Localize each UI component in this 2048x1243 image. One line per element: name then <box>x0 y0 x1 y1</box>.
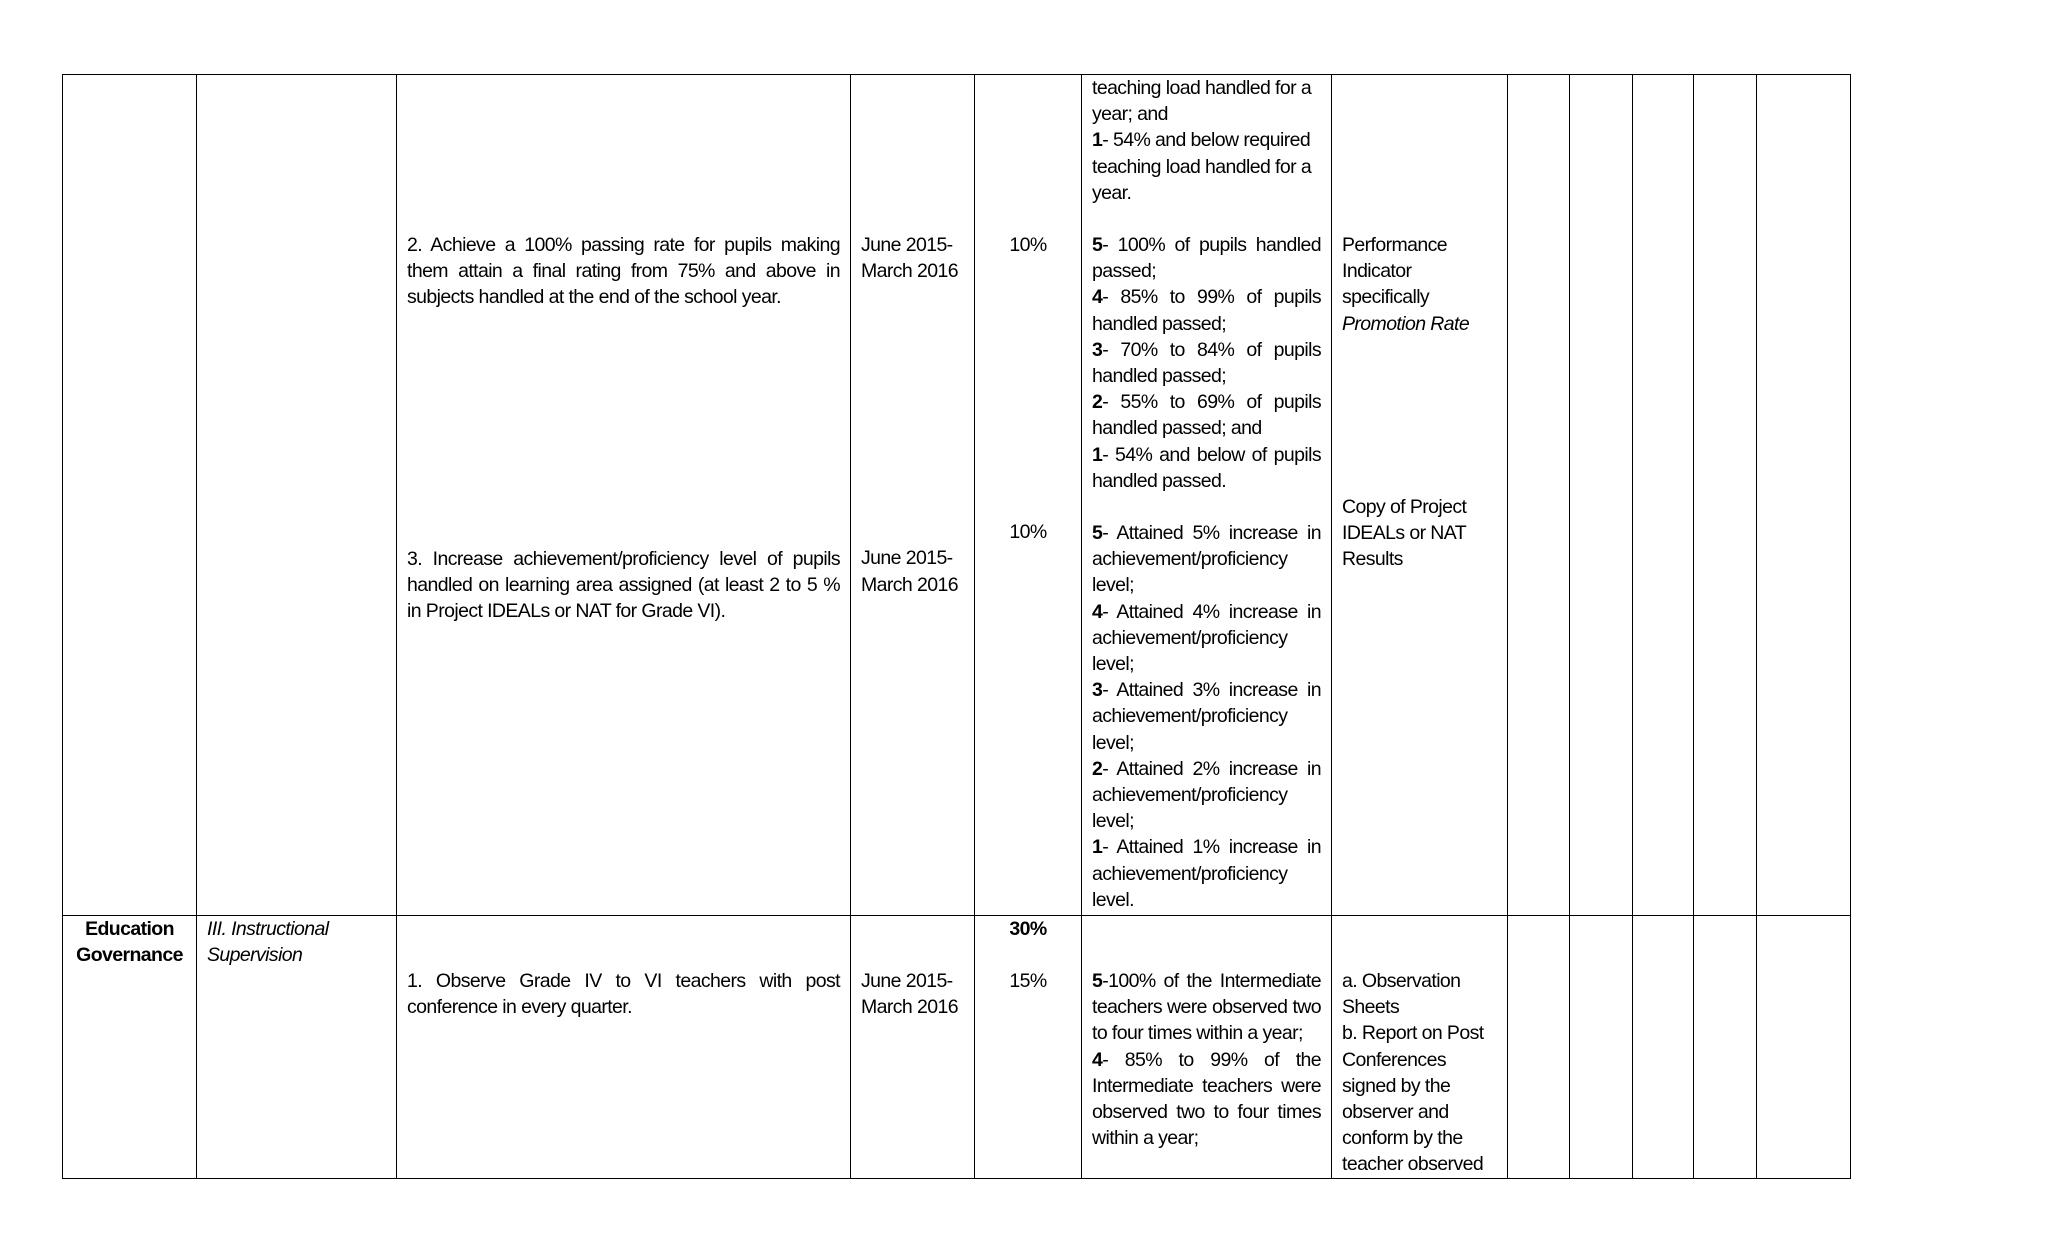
table-row <box>63 75 1851 916</box>
weight-2: 10% <box>1009 234 1047 256</box>
weight-cell <box>975 916 1082 1179</box>
area-instructional-supervision: III. Instructional Supervision <box>197 916 397 1179</box>
area-weight: 30% <box>1009 918 1047 940</box>
rating-cell-3 <box>1633 75 1694 916</box>
rating-cell-4 <box>1694 916 1757 1179</box>
mov-3: Copy of Project IDEALs or NAT Results <box>1342 495 1467 571</box>
rating-cell-2 <box>1570 916 1633 1179</box>
mov-cell <box>1332 916 1508 1179</box>
score-cell <box>1757 916 1851 1179</box>
criteria-cell <box>1082 75 1332 916</box>
criteria-gov-1: 5-100% of the Intermediate teachers were observed two to four times within a year; 4- 85% to 99% of the Intermediate teachers were observed two to four times within a year; <box>1092 970 1321 1150</box>
objective-3: 3. Increase achievement/proficiency level of pupils handled on learning area assigned (at least 2 to 5 % in Project IDEALs or NAT for Grade VI). <box>407 547 840 623</box>
objective-2: 2. Achieve a 100% passing rate for pupils making them attain a final rating from 75% and above in subjects handled at the end of the school year. <box>407 234 840 309</box>
weight-3: 10% <box>1009 521 1047 544</box>
criteria-2: 5- 100% of pupils handled passed; 4- 85% to 99% of pupils handled passed; 3- 70% to 84% of pupils handled passed; 2- 55% to 69% of pupils handled passed; and 1- 54% and below of pupils handled passed. <box>1092 234 1321 492</box>
area-cell <box>197 75 397 916</box>
mov-2: Performance Indicator specifically Promotion Rate <box>1342 234 1470 335</box>
score-cell <box>1757 75 1851 916</box>
weight-cell <box>975 75 1082 916</box>
criteria-3: 5- Attained 5% increase in achievement/proficiency level; 4- Attained 4% increase in achievement/proficiency level; 3- Attained 3% increase in achievement/proficiency level; 2- Attained 2% increase in achievement/proficiency level; 1- Attained 1% increase in achievement/proficiency level. <box>1092 522 1321 911</box>
rating-cell-2 <box>1570 75 1633 916</box>
kra-governance: Education Governance <box>63 916 197 1179</box>
rating-cell-1 <box>1508 75 1570 916</box>
objectives-cell <box>397 916 851 1179</box>
timeline-3: June 2015- March 2016 <box>861 547 958 596</box>
timeline-cell <box>851 75 975 916</box>
rating-cell-1 <box>1508 916 1570 1179</box>
objective-gov-1: 1. Observe Grade IV to VI teachers with post conference in every quarter. <box>407 970 840 1019</box>
timeline-2: June 2015- March 2016 <box>861 234 958 283</box>
rating-cell-3 <box>1633 916 1694 1179</box>
mov-cell <box>1332 75 1508 916</box>
timeline-cell <box>851 916 975 1179</box>
kra-cell <box>63 75 197 916</box>
objectives-cell <box>397 75 851 916</box>
timeline-gov-1: June 2015- March 2016 <box>861 970 958 1019</box>
criteria-continued: teaching load handled for a year; and 1- 54% and below required teaching load handled for a year. <box>1092 77 1312 204</box>
mov-gov-1: a. Observation Sheets b. Report on Post Conferences signed by the observer and conform by the teacher observed <box>1342 970 1484 1176</box>
criteria-cell <box>1082 916 1332 1179</box>
weight-gov-1: 15% <box>1009 970 1047 993</box>
rating-cell-4 <box>1694 75 1757 916</box>
table-row <box>63 916 1851 1179</box>
performance-table <box>62 74 1851 1179</box>
